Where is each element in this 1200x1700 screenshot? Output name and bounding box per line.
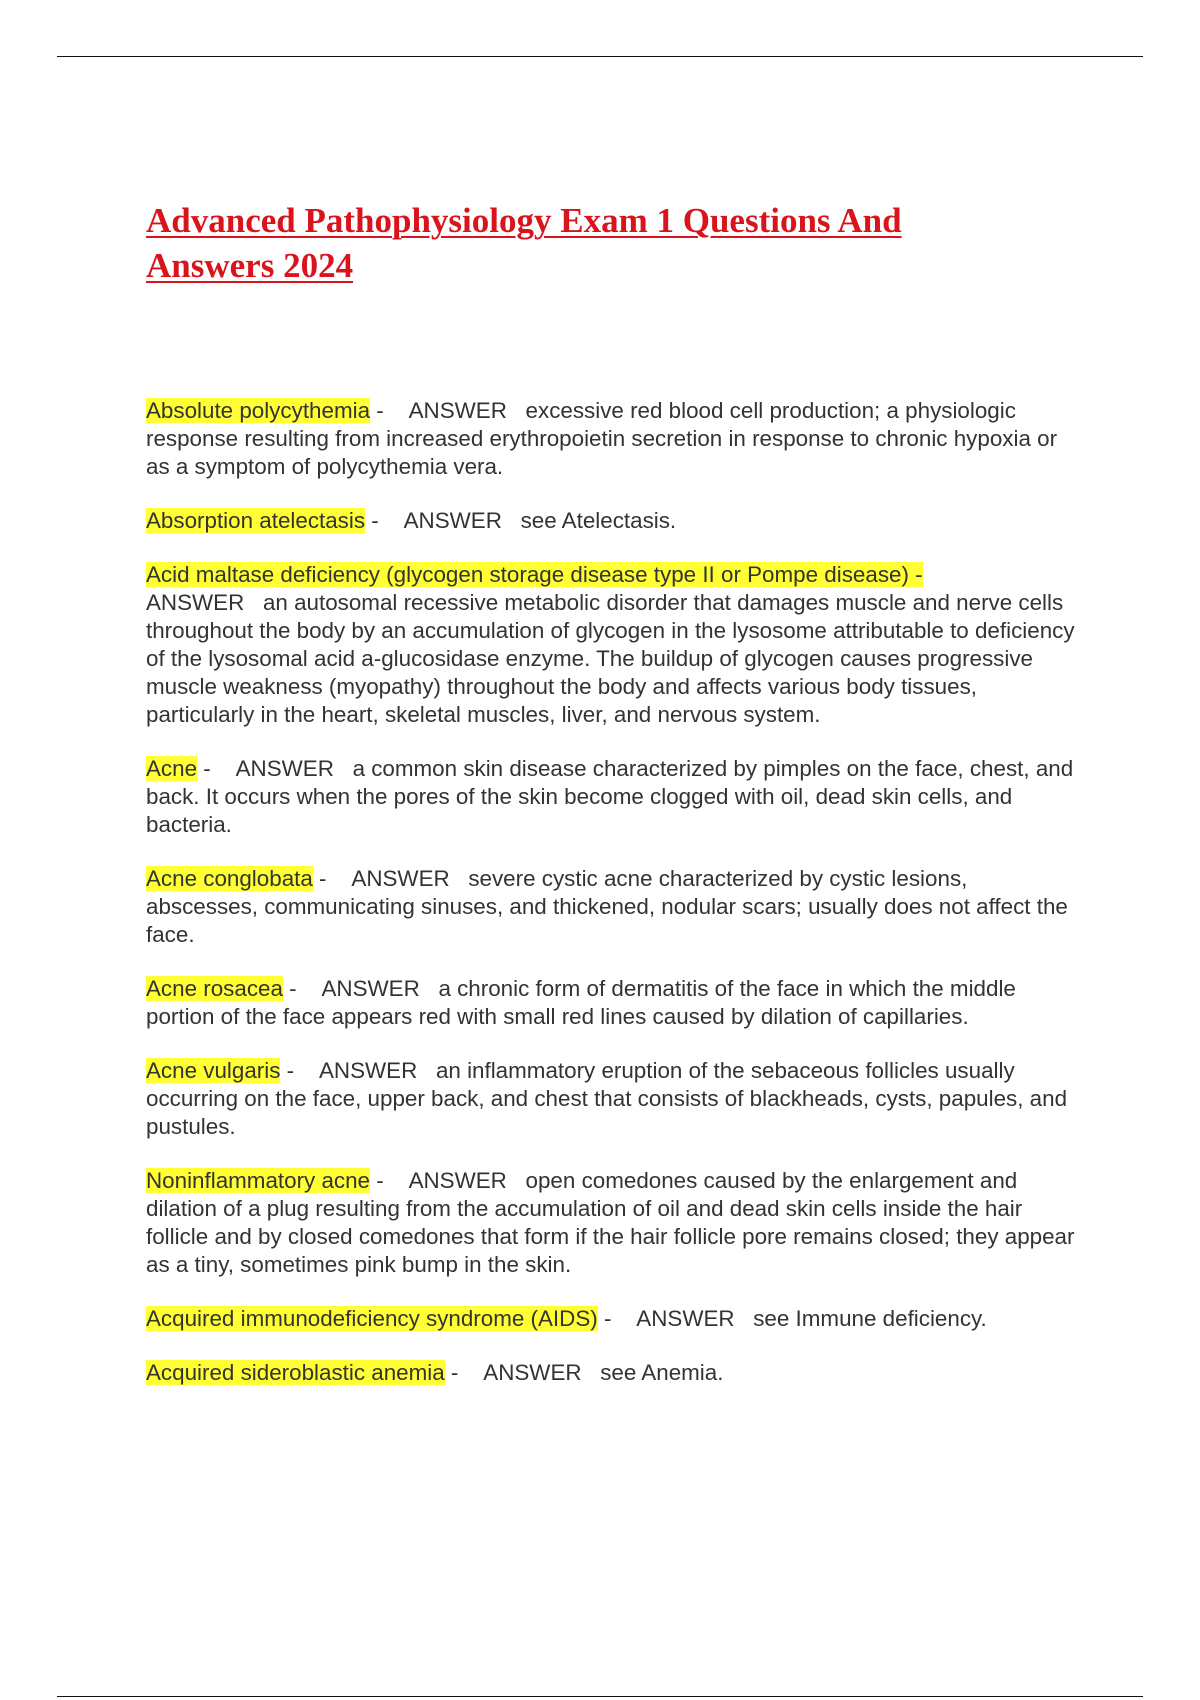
entry-definition: see Anemia. [600, 1360, 724, 1385]
entry: Absolute polycythemia - ANSWER excessive red blood cell production; a physiologic response resulting from increased erythropoietin secretion in response to chronic hypoxia or as a symptom of polycythemia vera. [146, 398, 1058, 479]
answer-label: ANSWER [351, 866, 450, 891]
entry-term: Acquired immunodeficiency syndrome (AIDS) [146, 1306, 598, 1331]
entry-term: Absolute polycythemia [146, 398, 371, 423]
entry-term: Acne conglobata [146, 866, 313, 891]
bottom-rule [57, 1696, 1143, 1697]
answer-label: ANSWER [408, 1168, 507, 1193]
answer-label: ANSWER [318, 1058, 418, 1083]
entry: Acne vulgaris - ANSWER an inflammatory eruption of the sebaceous follicles usually occurring on the face, upper back, and chest that consists of blackheads, cysts, papules, and pustules. [146, 1058, 1068, 1139]
entry-list [146, 397, 1076, 1413]
entry-definition: see Atelectasis. [520, 508, 677, 533]
entry-definition: severe cystic acne characterized by cystic lesions, abscesses, communicating sinuses, and thickened, nodular scars; usually does not affect the face. [146, 866, 1068, 947]
entry: Acne conglobata - ANSWER severe cystic acne characterized by cystic lesions, abscesses, communicating sinuses, and thickened, nodular scars; usually does not affect the face. [146, 866, 1068, 947]
entry: Noninflammatory acne - ANSWER open comedones caused by the enlargement and dilation of a plug resulting from the accumulation of oil and dead skin cells inside the hair follicle and by closed comedones that form if the hair follicle pore remains closed; they appear as a tiny, sometimes pink bump in the skin. [146, 1168, 1075, 1277]
entry: Acquired sideroblastic anemia - ANSWER see Anemia. [146, 1360, 724, 1385]
entry: Absorption atelectasis - ANSWER see Atelectasis. [146, 508, 677, 533]
entry: Acne - ANSWER a common skin disease characterized by pimples on the face, chest, and back. It occurs when the pores of the skin become clogged with oil, dead skin cells, and bacteria. [146, 756, 1074, 837]
answer-label: ANSWER [408, 398, 507, 423]
entry-definition: an autosomal recessive metabolic disorder that damages muscle and nerve cells throughout the body by an accumulation of glycogen in the lysosome attributable to deficiency of the lysosomal acid a-glucosidase enzyme. The buildup of glycogen causes progressive muscle weakness (myopathy) throughout the body and affects various body tissues, particularly in the heart, skeletal muscles, liver, and nervous system. [146, 590, 1075, 727]
answer-label: ANSWER [146, 590, 245, 615]
entry-definition: open comedones caused by the enlargement and dilation of a plug resulting from the accumulation of oil and dead skin cells inside the hair follicle and by closed comedones that form if the hair follicle pore remains closed; they appear as a tiny, sometimes pink bump in the skin. [146, 1168, 1075, 1277]
entry: Acquired immunodeficiency syndrome (AIDS) - ANSWER see Immune deficiency. [146, 1306, 987, 1331]
entry-definition: see Immune deficiency. [753, 1306, 987, 1331]
document-title: Advanced Pathophysiology Exam 1 Questions And Answers 2024 [146, 201, 902, 285]
answer-label: ANSWER [483, 1360, 582, 1385]
entry-definition: excessive red blood cell production; a physiologic response resulting from increased erythropoietin secretion in response to chronic hypoxia or as a symptom of polycythemia vera. [146, 398, 1058, 479]
top-rule [57, 56, 1143, 57]
entry-term: Acid maltase deficiency (glycogen storage disease type II or Pompe disease) - [146, 562, 923, 587]
entry-term: Acne [146, 756, 198, 781]
answer-label: ANSWER [235, 756, 334, 781]
answer-label: ANSWER [321, 976, 420, 1001]
entry-term: Acquired sideroblastic anemia [146, 1360, 445, 1385]
entry [146, 561, 1076, 729]
entry-term: Absorption atelectasis [146, 508, 366, 533]
entry-definition: a common skin disease characterized by pimples on the face, chest, and back. It occurs when the pores of the skin become clogged with oil, dead skin cells, and bacteria. [146, 756, 1074, 837]
entry-term: Noninflammatory acne [146, 1168, 371, 1193]
entry-term: Acne rosacea [146, 976, 283, 1001]
answer-label: ANSWER [403, 508, 502, 533]
entry-term: Acne vulgaris [146, 1058, 281, 1083]
entry-definition: a chronic form of dermatitis of the face in which the middle portion of the face appears red with small red lines caused by dilation of capillaries. [146, 976, 1016, 1029]
entry: Acne rosacea - ANSWER a chronic form of dermatitis of the face in which the middle portion of the face appears red with small red lines caused by dilation of capillaries. [146, 976, 1016, 1029]
entry-definition: an inflammatory eruption of the sebaceous follicles usually occurring on the face, upper back, and chest that consists of blackheads, cysts, papules, and pustules. [146, 1058, 1068, 1139]
answer-label: ANSWER [636, 1306, 735, 1331]
